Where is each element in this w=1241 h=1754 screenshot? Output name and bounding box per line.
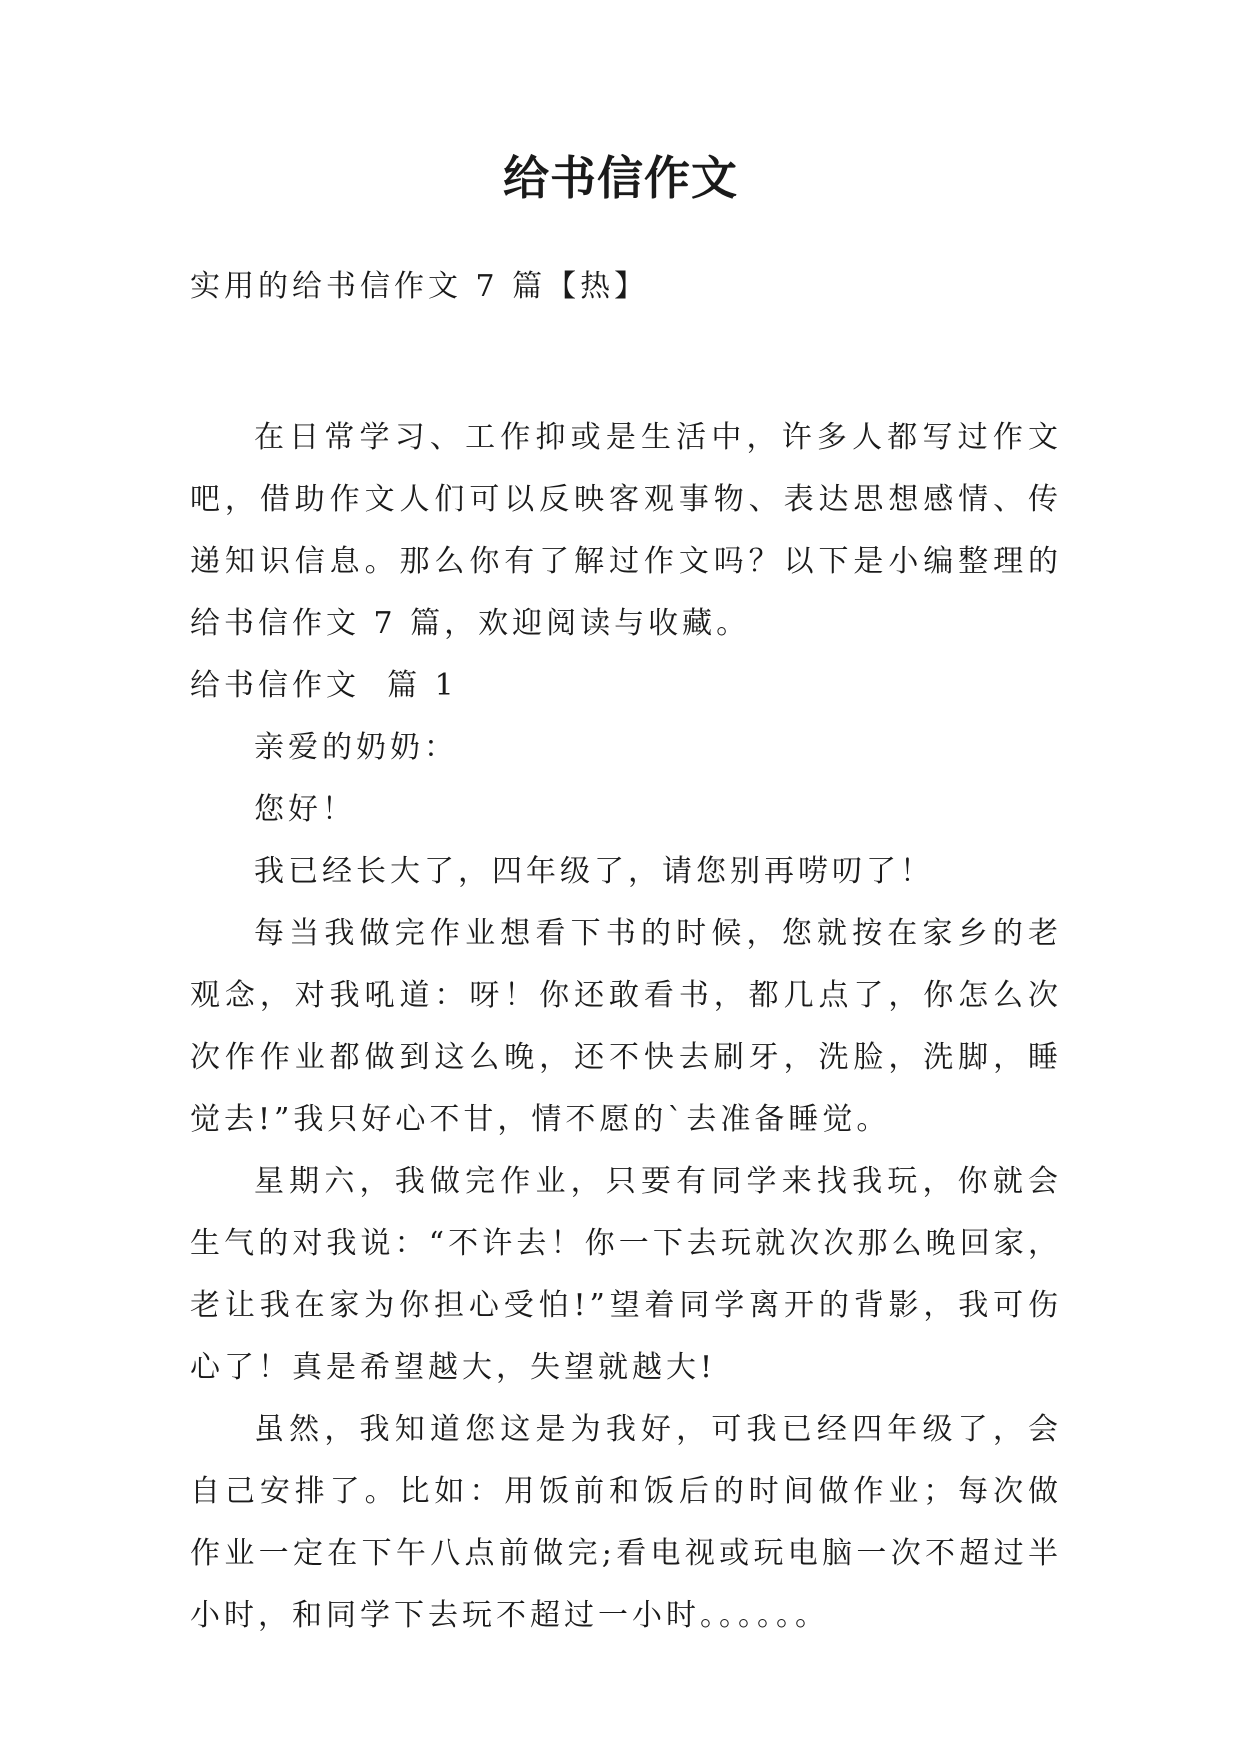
letter-salutation: 亲爱的奶奶：	[254, 730, 458, 765]
document-body	[190, 407, 1062, 1647]
body-paragraph-2: 每当我做完作业想看下书的时候，您就按在家乡的老观念，对我吼道：呀！你还敢看书，都几点了，你怎么次次作作业都做到这么晚，还不快去刷牙，洗脸，洗脚，睡觉去!”我只好心不甘，情不愿的`去准备睡觉。	[190, 916, 1062, 1137]
document-title: 给书信作文	[503, 151, 738, 205]
document-subtitle: 实用的给书信作文 7 篇【热】	[190, 269, 649, 304]
intro-paragraph: 在日常学习、工作抑或是生活中，许多人都写过作文吧，借助作文人们可以反映客观事物、表达思想感情、传递知识信息。那么你有了解过作文吗？以下是小编整理的给书信作文 7 篇，欢迎阅读与收藏。	[190, 420, 1062, 641]
body-paragraph-1: 我已经长大了，四年级了，请您别再唠叨了！	[254, 854, 934, 889]
body-paragraph-4: 虽然，我知道您这是为我好，可我已经四年级了，会自己安排了。比如：用饭前和饭后的时间做作业；每次做作业一定在下午八点前做完;看电视或玩电脑一次不超过半小时，和同学下去玩不超过一小时。。。。。。	[190, 1412, 1062, 1633]
body-paragraph-3: 星期六，我做完作业，只要有同学来找我玩，你就会生气的对我说：“不许去！你一下去玩就次次那么晚回家，老让我在家为你担心受怕!”望着同学离开的背影，我可伤心了！真是希望越大，失望就越大!	[190, 1164, 1062, 1385]
section-heading: 给书信作文 篇 1	[190, 668, 458, 703]
letter-greeting: 您好！	[254, 792, 356, 827]
